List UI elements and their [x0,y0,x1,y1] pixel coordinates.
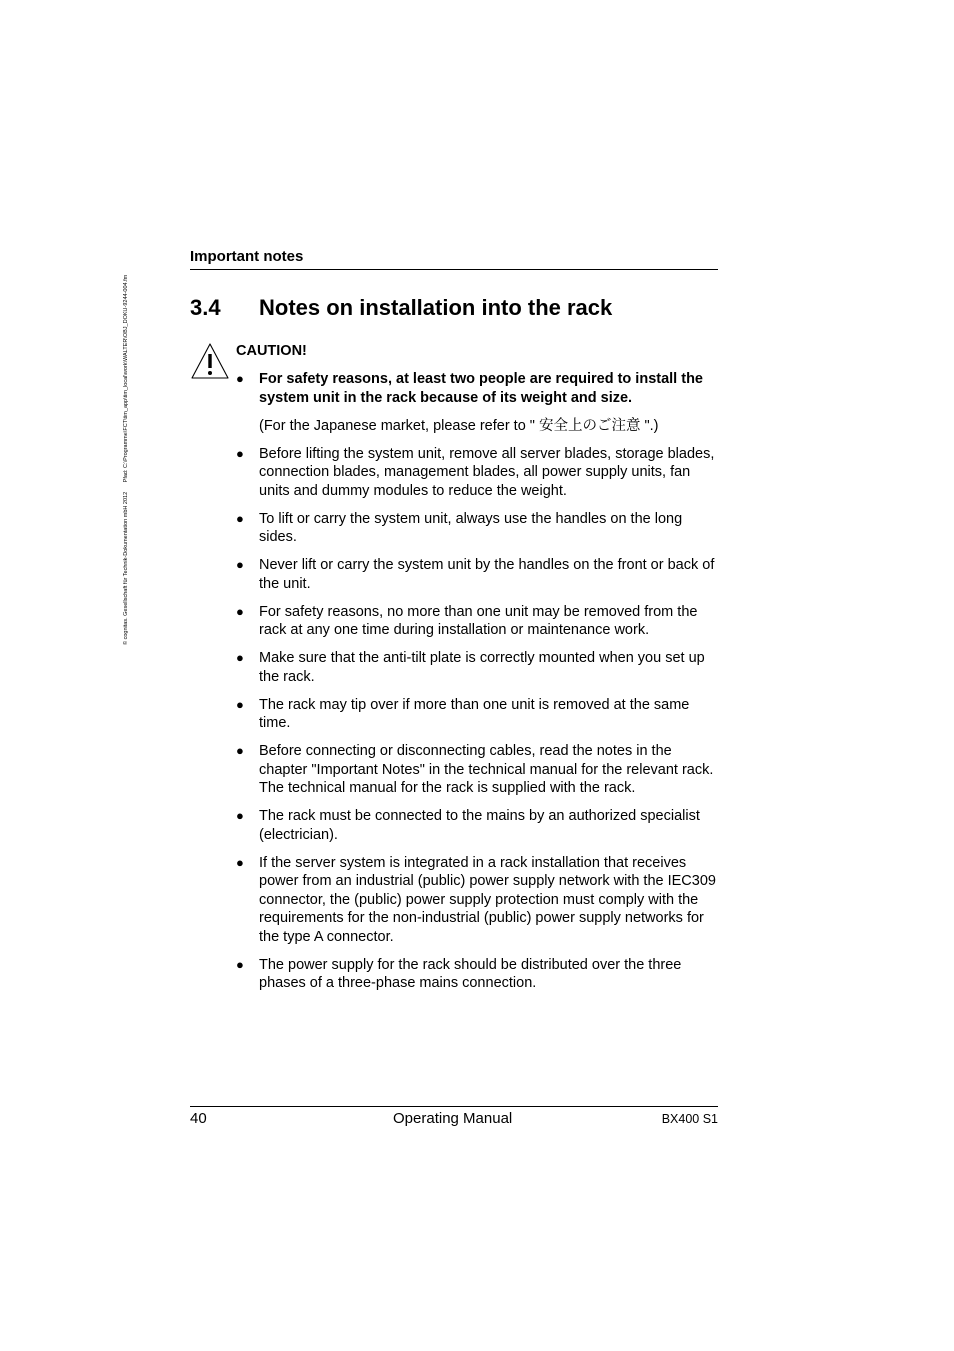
list-item-text: Make sure that the anti-tilt plate is correctly mounted when you set up the rack. [259,650,705,685]
bullet: ● [236,557,244,572]
list-item [236,445,718,501]
list-item [236,370,718,407]
bullet: ● [236,956,244,972]
list-item [236,510,718,547]
footer-product-name: BX400 S1 [661,1112,718,1126]
file-path-note: Pfad: C:\Programme\FCT\tim_app\tim_local\work\WALTER\OBJ_DOKU-9244-004.fm [123,274,129,483]
list-item-text: If the server system is integrated in a rack installation that receives power from an industrial (public) power supply network with the IEC309 connector, the (public) power supply protection must comply with the requirements for the non-industrial (public) power supply networks for the type A connector. [259,854,716,945]
bullet: ● [236,696,244,712]
warning-triangle-icon [190,341,230,381]
list-item [236,854,718,947]
list-item [236,956,718,993]
list-item-text: For safety reasons, no more than one unit may be removed from the rack at any one time during installation or maintenance work. [259,603,698,638]
list-item-text: Before connecting or disconnecting cables, read the notes in the chapter "Important Notes" in the technical manual for the relevant rack. The technical manual for the rack is supplied with the rack. [259,743,714,796]
list-item [236,556,718,593]
bullet: ● [236,650,244,665]
list-item [236,742,718,798]
section-heading [190,295,612,321]
bullet: ● [236,445,244,461]
bullet: ● [236,371,244,386]
list-item [236,807,718,844]
bullet: ● [236,603,244,619]
running-header: Important notes [190,248,304,265]
japanese-market-note: (For the Japanese market, please refer to " 安全上のご注意 ".) [259,417,659,434]
bullet: ● [236,510,244,526]
footer-divider [190,1106,718,1107]
list-item-text: To lift or carry the system unit, always use the handles on the long sides. [259,510,683,545]
bullet: ● [236,808,244,823]
list-item-text: The rack must be connected to the mains by an authorized specialist (electrician). [259,808,700,843]
bullet: ● [236,854,244,870]
page-number: 40 [190,1110,207,1127]
list-item-text: The rack may tip over if more than one unit is removed at the same time. [259,696,690,731]
header-divider [190,269,718,270]
caution-label: CAUTION! [236,343,307,359]
list-item-text: Never lift or carry the system unit by the handles on the front or back of the unit. [259,557,715,592]
list-item [236,649,718,686]
safety-notes-list [236,370,718,1002]
list-item-text: The power supply for the rack should be distributed over the three phases of a three-phase mains connection. [259,956,682,991]
list-item-text: For safety reasons, at least two people are required to install the system unit in the rack because of its weight and size. [259,371,703,406]
bullet: ● [236,743,244,758]
section-number: 3.4 [190,295,221,320]
list-item [236,696,718,733]
side-margin-note [121,235,131,645]
footer-document-type: Operating Manual [393,1110,513,1127]
copyright-note: © cognitas. Gesellschaft für Technik-Dokumentation mbH 2012 [123,491,129,645]
list-item [236,603,718,640]
list-item-text: Before lifting the system unit, remove all server blades, storage blades, connection blades, management blades, all power supply units, fan units and dummy modules to reduce the weight. [259,445,715,499]
section-title: Notes on installation into the rack [259,295,613,320]
